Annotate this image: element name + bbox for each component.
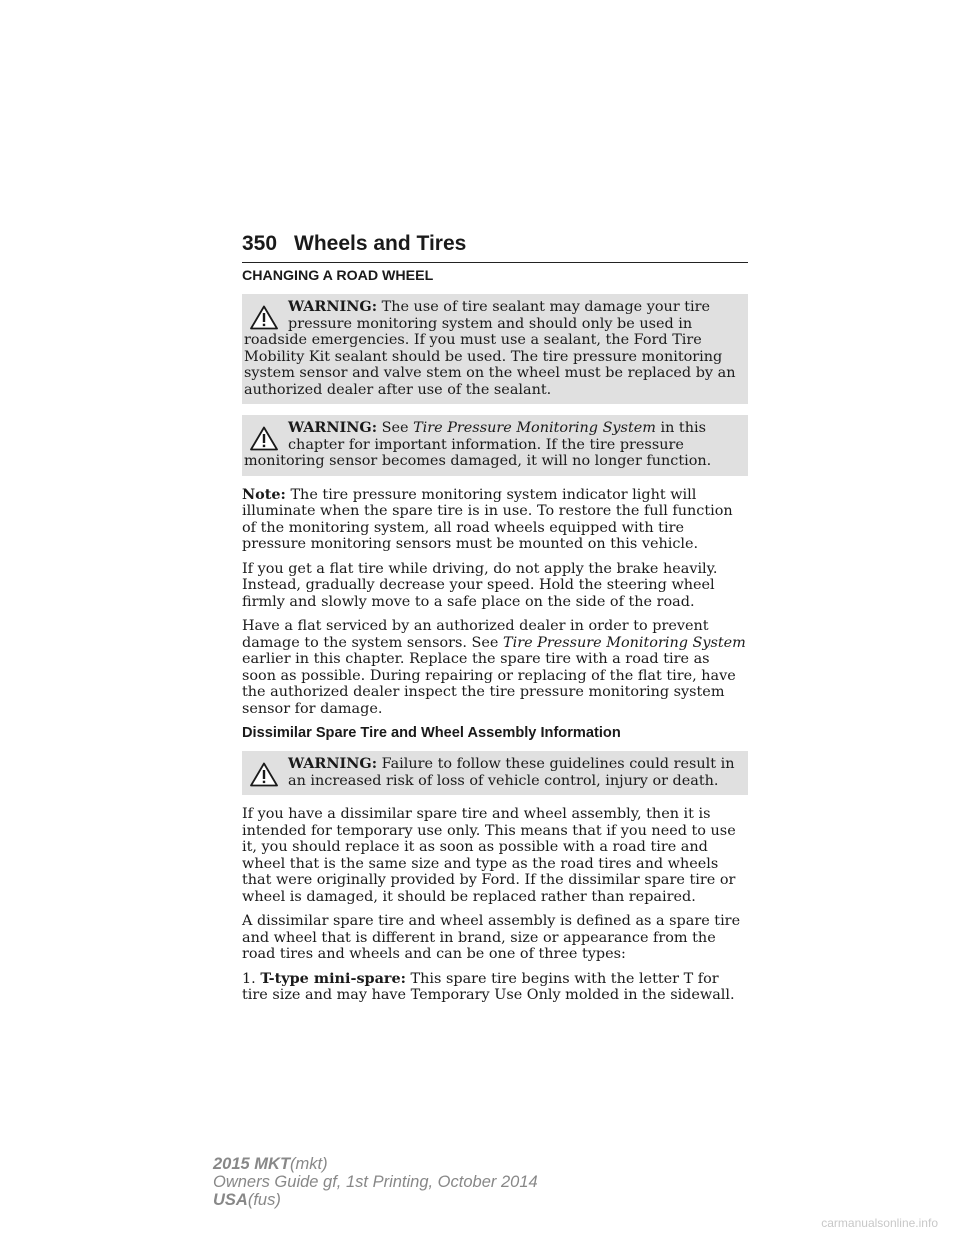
footer-market-code: (fus) [247, 1191, 281, 1209]
warning-text-post: in this chapter for important information. If the tire pressure monitoring sensor becomes damaged, it will no longer function. [244, 420, 712, 469]
paragraph-defined: A dissimilar spare tire and wheel assembly is defined as a spare tire and wheel that is different in brand, size or appearance from the road tires and wheels and can be one of three types: [242, 913, 741, 962]
warning-label: WARNING: [288, 755, 378, 772]
cross-reference-link[interactable]: Tire Pressure Monitoring System [503, 634, 746, 651]
warning-text-pre: See [381, 420, 414, 436]
page-content [242, 268, 748, 1012]
section-title: CHANGING A ROAD WHEEL [242, 268, 434, 284]
warning-box-tpms [242, 415, 748, 476]
note-text: The tire pressure monitoring system indicator light will illuminate when the spare tire is in use. To restore the full function of the monitoring system, all road wheels equipped with tire pressure monitoring sensors must be mounted on this vehicle. [242, 486, 733, 552]
chapter-title: Wheels and Tires [294, 232, 467, 255]
service-text-pre: Have a flat serviced by an authorized dealer in order to prevent damage to the system sensors. See [242, 618, 709, 651]
footer-model: 2015 MKT [213, 1155, 291, 1173]
paragraph-service [242, 618, 748, 717]
warning-box-guidelines [242, 751, 748, 795]
page-number: 350 [242, 232, 278, 255]
paragraph-dissimilar: If you have a dissimilar spare tire and wheel assembly, then it is intended for temporary use only. This means that if you need to use it, you should replace it as soon as possible with a road tire and wheel that is the same size and type as the road tires and wheels that were originally provided by Ford. If the dissimilar spare tire or wheel is damaged, it should be replaced rather than repaired. [242, 806, 736, 905]
warning-triangle-icon [244, 299, 288, 329]
footer-line-market [213, 1191, 538, 1209]
warning-box-sealant [242, 294, 748, 404]
service-text-post: earlier in this chapter. Replace the spare tire with a road tire as soon as possible. During repairing or replacing of the flat tire, have the authorized dealer inspect the tire pressure monitoring system sensor for damage. [242, 651, 736, 717]
footer-model-code: (mkt) [290, 1155, 328, 1173]
footer-market: USA [213, 1191, 248, 1209]
watermark: carmanualsonline.info [821, 1216, 938, 1230]
list-item-number: 1. [242, 970, 261, 987]
footer-line-guide: Owners Guide gf, 1st Printing, October 2014 [213, 1173, 538, 1191]
warning-label: WARNING: [288, 298, 378, 315]
page-header [242, 232, 748, 263]
note-label: Note: [242, 485, 286, 503]
note-paragraph [242, 487, 748, 553]
list-item [242, 971, 748, 1004]
list-item-text: This spare tire begins with the letter T for tire size and may have Temporary Use Only molded in the sidewall. [242, 970, 735, 1003]
list-item-label: T-type mini-spare: [260, 969, 406, 987]
footer-line-model [213, 1155, 538, 1173]
paragraph-flat-tire: If you get a flat tire while driving, do not apply the brake heavily. Instead, gradually decrease your speed. Hold the steering wheel firmly and slowly move to a safe place on the side of the road. [242, 560, 718, 610]
warning-triangle-icon [244, 420, 288, 450]
cross-reference-link[interactable]: Tire Pressure Monitoring System [413, 420, 656, 436]
warning-label: WARNING: [288, 419, 378, 436]
warning-text: Failure to follow these guidelines could result in an increased risk of loss of vehicle control, injury or death. [288, 756, 735, 789]
page-footer [213, 1155, 538, 1209]
warning-triangle-icon [244, 756, 288, 786]
subsection-title: Dissimilar Spare Tire and Wheel Assembly Information [242, 725, 621, 741]
warning-text: The use of tire sealant may damage your tire pressure monitoring system and should only be used in roadside emergencies. If you must use a sealant, the Ford Tire Mobility Kit sealant should be used. The tire pressure monitoring system sensor and valve stem on the wheel must be replaced by an authorized dealer after use of the sealant. [244, 299, 736, 398]
